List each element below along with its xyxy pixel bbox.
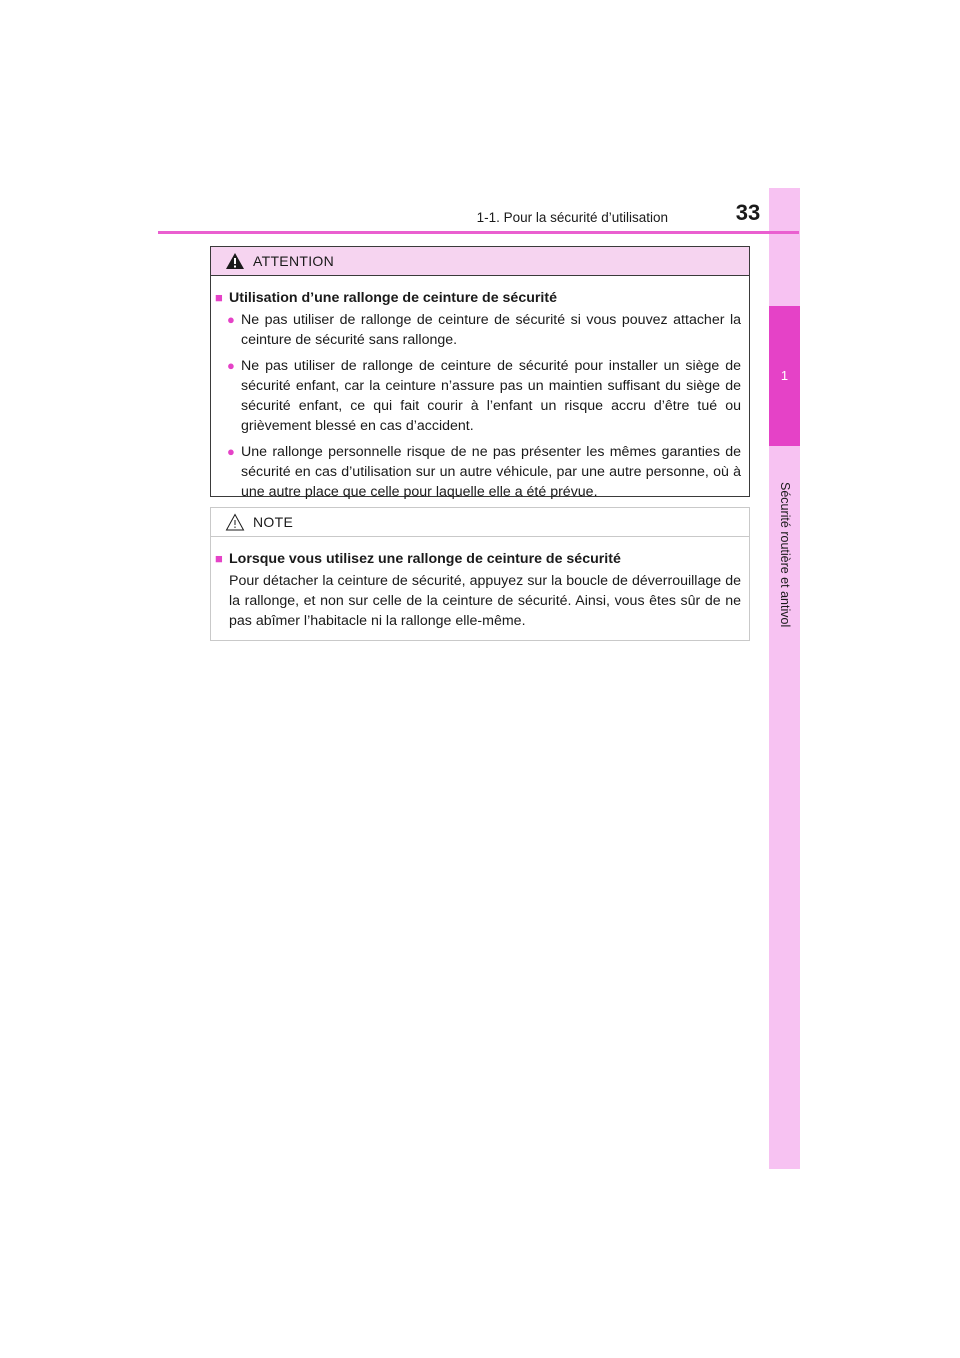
page-number: 33 xyxy=(735,200,761,225)
list-item xyxy=(227,442,741,502)
list-item-text: Une rallonge personnelle risque de ne pas présenter les mêmes garanties de sécurité en cas d’utilisation sur un autre véhicule, par une autre personne, où à une autre place que celle pour laquelle elle a été prévue. xyxy=(241,444,741,500)
attention-body xyxy=(211,276,749,502)
circle-bullet-icon: ● xyxy=(227,312,235,327)
caution-triangle-icon xyxy=(225,513,245,531)
note-body xyxy=(211,537,749,631)
section-title: 1-1. Pour la sécurité d’utilisation xyxy=(476,210,668,225)
note-box xyxy=(210,507,750,641)
square-bullet-icon: ■ xyxy=(215,551,223,566)
header-rule xyxy=(158,231,799,234)
circle-bullet-icon: ● xyxy=(227,444,235,459)
warning-triangle-icon xyxy=(225,252,245,270)
list-item xyxy=(227,356,741,436)
attention-box xyxy=(210,246,750,500)
note-subhead xyxy=(215,549,741,569)
attention-title: ATTENTION xyxy=(253,253,334,269)
attention-subhead xyxy=(215,288,741,308)
circle-bullet-icon: ● xyxy=(227,358,235,373)
attention-header xyxy=(211,247,749,276)
chapter-title xyxy=(770,455,800,655)
list-item-text: Ne pas utiliser de rallonge de ceinture de sécurité si vous pouvez attacher la ceinture de sécurité sans rallonge. xyxy=(241,312,741,348)
attention-subhead-text: Utilisation d’une rallonge de ceinture de sécurité xyxy=(229,290,557,306)
list-item xyxy=(227,310,741,350)
chapter-title-text: Sécurité routière et antivol xyxy=(778,482,792,628)
square-bullet-icon: ■ xyxy=(215,290,223,305)
note-header xyxy=(211,508,749,537)
note-subhead-text: Lorsque vous utilisez une rallonge de ceinture de sécurité xyxy=(229,551,621,567)
list-item-text: Ne pas utiliser de rallonge de ceinture de sécurité pour installer un siège de sécurité enfant, car la ceinture n’assure pas un maintien suffisant du siège de sécurité enfant, ce qui fait courir à l’enfant un risque accru d’être tué ou grièvement blessé en cas d’accident. xyxy=(241,358,741,434)
note-text: Pour détacher la ceinture de sécurité, appuyez sur la boucle de déverrouillage de la rallonge, et non sur celle de la ceinture de sécurité. Ainsi, vous êtes sûr de ne pas abîmer l’habitacle ni la rallonge elle-même. xyxy=(229,573,741,629)
chapter-number: 1 xyxy=(769,306,800,446)
note-title: NOTE xyxy=(253,514,294,530)
